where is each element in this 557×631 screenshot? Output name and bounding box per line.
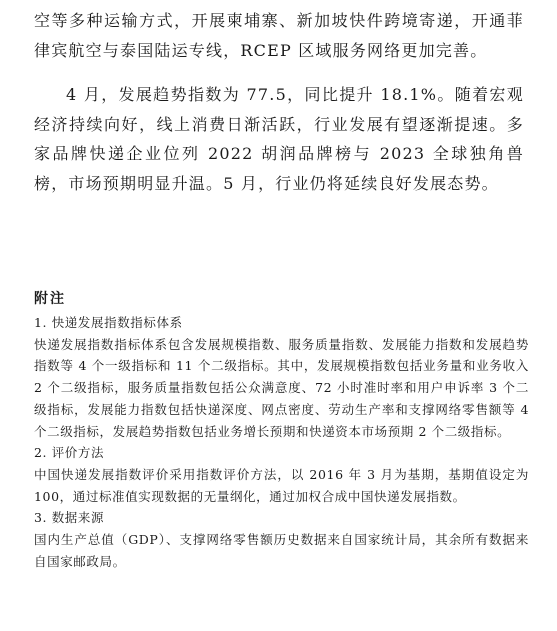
paragraph-text: 4 月，发展趋势指数为 77.5，同比提升 18.1%。随着宏观经济持续向好，线上消费日渐活跃，行业发展有望逐渐提速。多家品牌快递企业位列 2022 胡润品牌榜与 2023 全球独角兽榜，市场预期明显升温。5 月，行业仍将延续良好发展态势。 (34, 85, 524, 193)
body-paragraph-trend (34, 80, 524, 198)
note-text-2: 中国快递发展指数评价采用指数评价方法，以 2016 年 3 月为基期，基期值设定为 100，通过标准值实现数据的无量纲化，通过加权合成中国快递发展指数。 (34, 466, 529, 504)
notes-body (34, 312, 529, 572)
note-text-1: 快递发展指数指标体系包含发展规模指数、服务质量指数、发展能力指数和发展趋势指数等 4 个一级指标和 11 个二级指标。其中，发展规模指数包括业务量和业务收入 2 个二级指标，服务质量指数包括公众满意度、72 小时准时率和用户申诉率 3 个二级指标，发展能力指数包括快递深度、网点密度、劳动生产率和支撑网络零售额等 4 个二级指标，发展趋势指数包括业务增长预期和快递资本市场预期 2 个二级指标。 (34, 336, 529, 439)
body-paragraph-continued (34, 6, 524, 65)
note-text-3: 国内生产总值（GDP）、支撑网络零售额历史数据来自国家统计局，其余所有数据来自国家邮政局。 (34, 532, 529, 569)
note-heading-3: 3. 数据来源 (34, 510, 105, 526)
paragraph-text: 空等多种运输方式，开展柬埔寨、新加坡快件跨境寄递，开通菲律宾航空与泰国陆运专线，RCEP 区域服务网络更加完善。 (34, 11, 524, 60)
note-heading-1: 1. 快递发展指数指标体系 (34, 315, 183, 330)
notes-title: 附注 (34, 291, 66, 307)
note-heading-2: 2. 评价方法 (34, 445, 105, 461)
